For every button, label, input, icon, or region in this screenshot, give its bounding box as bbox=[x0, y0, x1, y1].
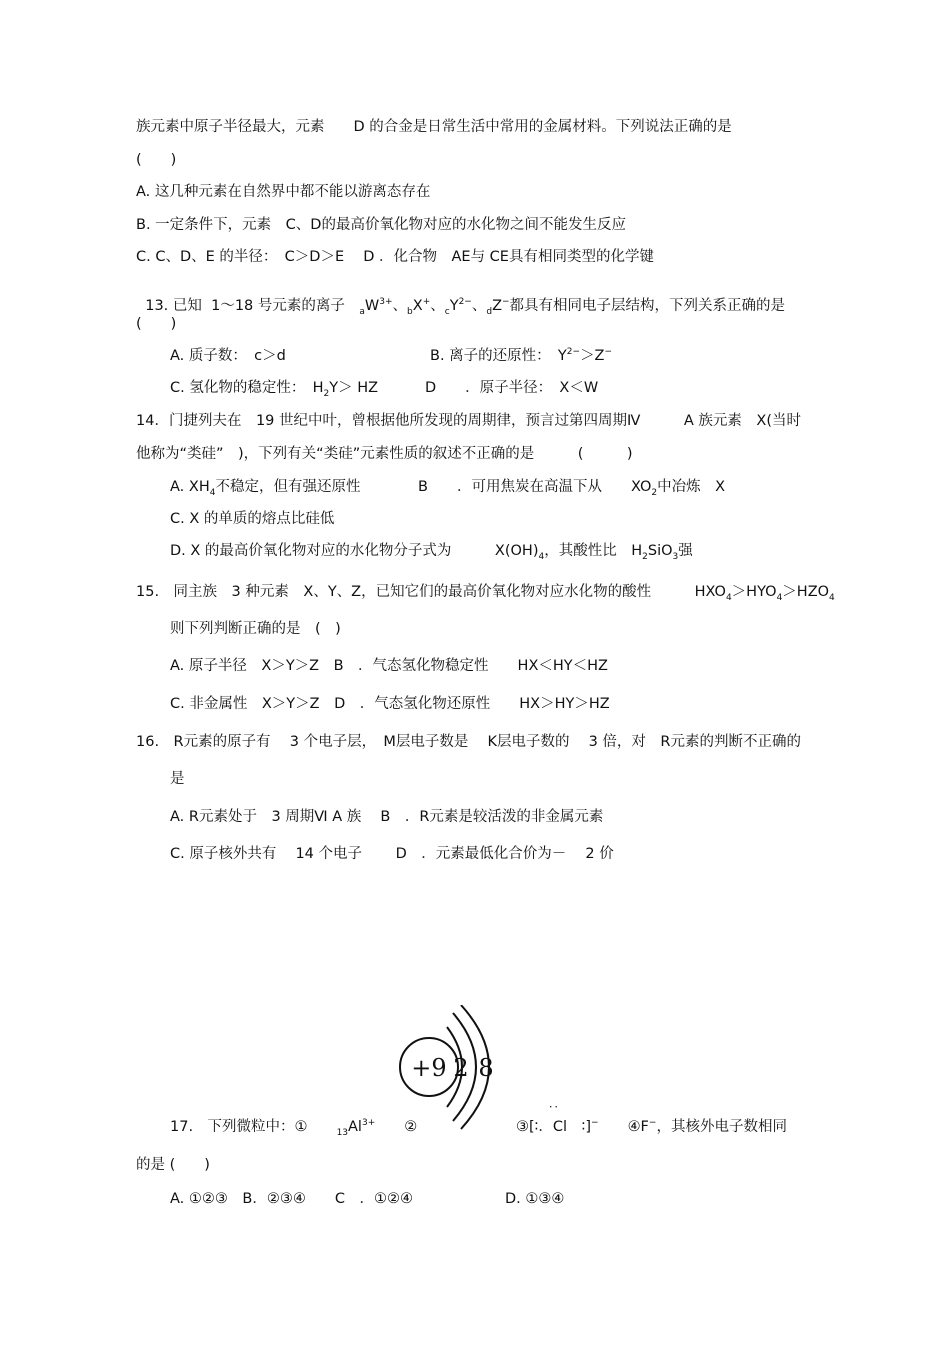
shell-1-electrons: 2 bbox=[453, 1054, 469, 1082]
question-15: 15. 同主族 3 种元素 X、Y、Z，已知它们的最高价氧化物对应水化物的酸性 $HXO_4>HYO_4>HZO_4$ bbox=[136, 584, 835, 603]
question-16-cont: 是 bbox=[170, 771, 185, 787]
q15-option-c-d: C. 非金属性 X＞Y＞Z D ．气态氢化物还原性 HX＞HY＞HZ bbox=[170, 696, 610, 712]
electron-dots: ．． bbox=[549, 1097, 566, 1110]
question-14: 14．门捷列夫在 19 世纪中叶，曾根据他所发现的周期律，预言过第四周期Ⅳ A 族元素 X(当时 bbox=[136, 413, 802, 429]
answer-paren: ( ) bbox=[136, 316, 177, 332]
question-16: 16. R元素的原子有 3 个电子层， M层电子数是 K层电子数的 3 倍，对 R元素的判断不正确的 bbox=[136, 734, 801, 750]
q17-option-d: D. ①③④ bbox=[505, 1191, 565, 1207]
q13-option-c: C. 氢化物的稳定性： $H_2Y>$ HZ bbox=[170, 380, 379, 399]
text-line: ( ) bbox=[136, 152, 177, 168]
option-b: B. 一定条件下，元素 C、D的最高价氧化物对应的水化物之间不能发生反应 bbox=[136, 217, 626, 233]
question-13: 13. 已知 1～18 号元素的离子 $_aW^{3+}$、$_b$X+、$_cY^{2-}$、$_d$Z−都具有相同电子层结构，下列关系正确的是 bbox=[145, 296, 786, 317]
q14-option-b: B ．可用焦炭在高温下从 $XO_2$中冶炼 X bbox=[418, 479, 726, 498]
q16-option-c-d: C. 原子核外共有 14 个电子 D ．元素最低化合价为－ 2 价 bbox=[170, 846, 614, 862]
shell-2-electrons: 8 bbox=[478, 1054, 494, 1082]
q15-option-a-b: A. 原子半径 X＞Y＞Z B ．气态氢化物稳定性 HX＜HY＜HZ bbox=[170, 658, 608, 674]
q14-option-c: C. X 的单质的熔点比硅低 bbox=[170, 511, 335, 527]
option-a: A. 这几种元素在自然界中都不能以游离态存在 bbox=[136, 184, 431, 200]
q14-option-a: A. $XH_4$不稳定，但有强还原性 bbox=[170, 479, 361, 498]
q16-option-a-b: A. R元素处于 3 周期Ⅵ A 族 B ．R元素是较活泼的非金属元素 bbox=[170, 809, 604, 825]
text-line: 族元素中原子半径最大，元素 D 的合金是日常生活中常用的金属材料。下列说法正确的是 bbox=[136, 119, 732, 135]
nucleus-charge: +9 bbox=[411, 1054, 447, 1082]
q14-option-d: D. X 的最高价氧化物对应的水化物分子式为 $X(OH)_4$，其酸性比 $H_2SiO_3$强 bbox=[170, 543, 693, 562]
option-c-d: C. C、D、E 的半径： C＞D＞E D ．化合物 AE与 CE具有相同类型的化学键 bbox=[136, 249, 654, 265]
q13-option-a: A. 质子数： c＞d bbox=[170, 348, 286, 364]
q17-options-a-c: A. ①②③ B．②③④ C ．①②④ bbox=[170, 1191, 413, 1207]
question-17-right: ③[∶．Cl ∶]− ④F−，其核外电子数相同 bbox=[516, 1118, 787, 1135]
q13-option-d: D ．原子半径： X＜W bbox=[425, 380, 599, 396]
question-17: 17. 下列微粒中：① $_{13}Al^{3+}$ ② bbox=[170, 1118, 418, 1138]
question-17-cont: 的是 ( ) bbox=[136, 1157, 210, 1173]
q13-option-b: B. 离子的还原性： $Y^{2-}>Z^-$ bbox=[430, 347, 613, 364]
question-14-cont: 他称为“类硅” )，下列有关“类硅”元素性质的叙述不正确的是 ( ) bbox=[136, 446, 633, 462]
question-15-cont: 则下列判断正确的是 ( ) bbox=[170, 621, 341, 637]
